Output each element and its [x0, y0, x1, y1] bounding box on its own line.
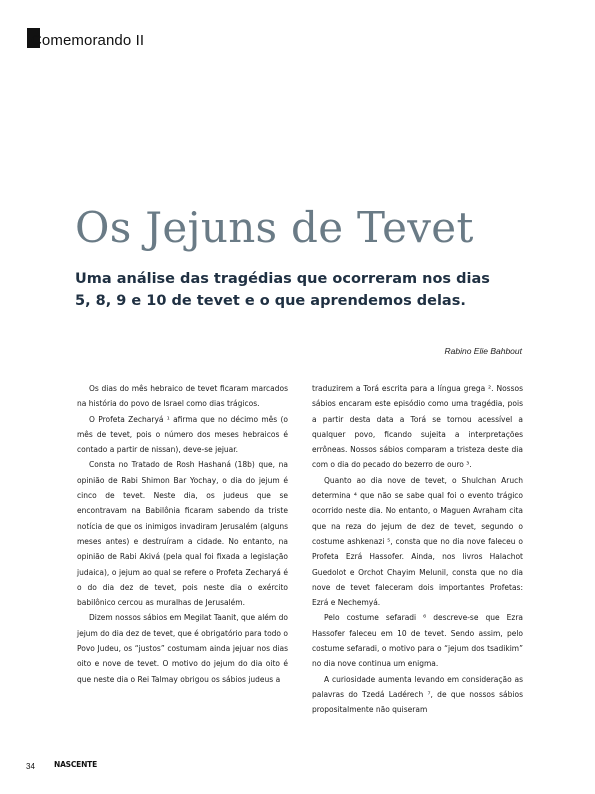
article-title: Os Jejuns de Tevet — [75, 203, 474, 252]
body-column-right — [312, 381, 523, 718]
subtitle-line-2: 5, 8, 9 e 10 de tevet e o que aprendemos delas. — [75, 293, 466, 309]
paragraph: Pelo costume sefaradi ⁶ descreve-se que Ezra Hassofer faleceu em 10 de tevet. Sendo assim, pelo costume sefaradi, o motivo para o “jejum dos tsadikim” no dia nove continua um enigma. — [312, 613, 523, 669]
paragraph: Os dias do mês hebraico de tevet ficaram marcados na história do povo de Israel como dias trágicos. — [77, 384, 288, 409]
paragraph: Quanto ao dia nove de tevet, o Shulchan Aruch determina ⁴ que não se sabe qual foi o evento trágico ocorrido neste dia. No entanto, o Maguen Avraham cita que na reza do jejum de dez de tevet, segundo o costume ashkenazi ⁵, consta que no dia nove faleceu o Profeta Ezrá Hassofer. Ainda, nos livros Halachot Guedolot e Orchot Chayim Melunil, consta que no dia nove de tevet faleceram dois importantes Profetas: Ezrá e Nechemyá. — [312, 475, 523, 608]
body-column-left — [77, 381, 288, 687]
subtitle-line-1: Uma análise das tragédias que ocorreram nos dias — [75, 271, 490, 287]
section-header — [27, 26, 144, 48]
article-subtitle — [75, 268, 490, 312]
paragraph: Dizem nossos sábios em Megilat Taanit, que além do jejum do dia dez de tevet, que é obrigatório para todo o Povo Judeu, os “justos” costumam ainda jejuar nos dias oito e nove de tevet. O motivo do jejum do dia oito é que neste dia o Rei Talmay obrigou os sábios judeus a — [77, 613, 288, 684]
article-author: Rabino Elie Bahbout — [444, 346, 522, 356]
paragraph: traduzirem a Torá escrita para a língua grega ². Nossos sábios encaram este episódio como uma tragédia, pois a partir desta data a Torá se tornou acessível a qualquer povo, ficando sujeita a interpretações errôneas. Nossos sábios comparam a tristeza deste dia com o dia do pecado do bezerro de ouro ³. — [312, 384, 523, 470]
magazine-logo: NASCENTE — [54, 760, 98, 769]
page-number: 34 — [26, 762, 35, 771]
paragraph: Consta no Tratado de Rosh Hashaná (18b) que, na opinião de Rabi Shimon Bar Yochay, o dia do jejum é cinco de tevet. Neste dia, os judeus que se encontravam na Babilônia ficaram sabendo da triste notícia de que os inimigos invadiram Jerusalém (alguns meses antes) e destruíram a cidade. No entanto, na opinião de Rabi Akivá (pela qual foi fixada a legislação judaica), o jejum ao qual se refere o Profeta Zecharyá é o do dia dez de tevet, pois neste dia o exército babilônico cercou as muralhas de Jerusalém. — [77, 460, 288, 608]
section-label: Comemorando II — [31, 32, 145, 49]
paragraph: O Profeta Zecharyá ¹ afirma que no décimo mês (o mês de tevet, pois o número dos meses hebraicos é contado a partir de nissan), deve-se jejuar. — [77, 414, 288, 455]
paragraph: A curiosidade aumenta levando em consideração as palavras do Tzedá Ladérech ⁷, de que nossos sábios propositalmente não quiseram — [312, 674, 523, 715]
